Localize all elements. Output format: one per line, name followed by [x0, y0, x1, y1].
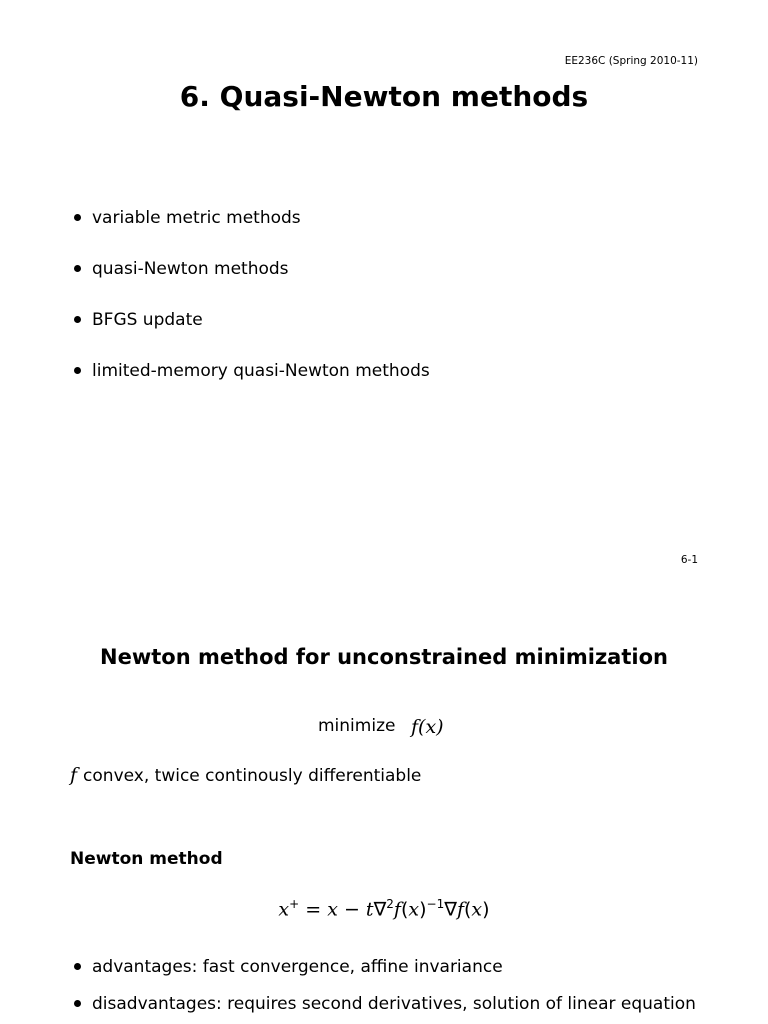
bullet-icon [74, 316, 81, 323]
bullet-item [74, 259, 289, 279]
bullet-icon [74, 1000, 81, 1007]
bullet-text: quasi-Newton methods [92, 259, 289, 279]
course-label: EE236C (Spring 2010-11) [564, 55, 698, 67]
bullet-text: limited-memory quasi-Newton methods [92, 361, 430, 381]
bullet-icon [74, 265, 81, 272]
bullet-icon [74, 367, 81, 374]
bullet-item [74, 994, 696, 1014]
newton-update-formula: $x^+ = x - t\nabla^2f(x)^{-1}\nabla f(x)$ [278, 897, 490, 921]
bullet-icon [74, 214, 81, 221]
bullet-text: advantages: fast convergence, affine invariance [92, 957, 503, 977]
assumption-text: convex, twice continously differentiable [83, 766, 422, 786]
bullet-text: variable metric methods [92, 208, 301, 228]
slide-title: 6. Quasi-Newton methods [179, 80, 589, 113]
bullet-item [74, 957, 503, 977]
assumption-line [70, 764, 421, 786]
bullet-text: BFGS update [92, 310, 203, 330]
bullet-item [74, 310, 203, 330]
bullet-item [74, 208, 301, 228]
page-number: 6-1 [680, 554, 698, 566]
assumption-symbol: f [70, 764, 78, 786]
slide-title-2: Newton method for unconstrained minimization [100, 645, 668, 669]
problem-keyword: minimize [318, 716, 396, 736]
problem-objective: f(x) [411, 716, 444, 738]
bullet-item [74, 361, 430, 381]
bullet-text: disadvantages: requires second derivatives, solution of linear equation [92, 994, 696, 1014]
subheading: Newton method [70, 849, 223, 869]
bullet-icon [74, 963, 81, 970]
